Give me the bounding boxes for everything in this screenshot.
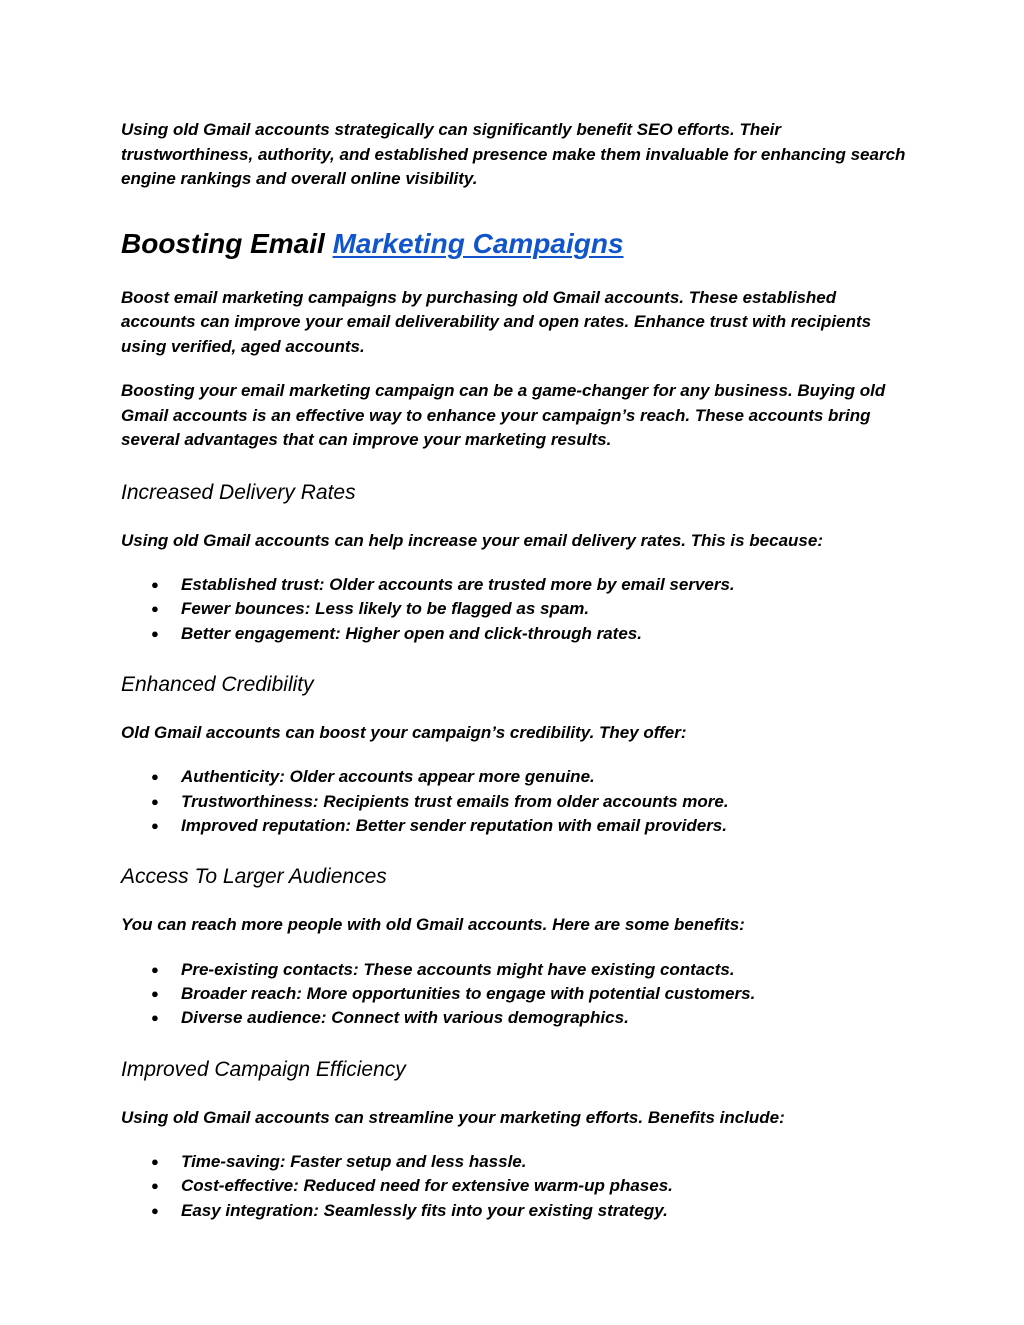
heading-text: Boosting Email xyxy=(121,227,333,259)
list-item-text: Diverse audience: Connect with various demographics. xyxy=(181,1008,629,1028)
list-item-text: Fewer bounces: Less likely to be flagged as spam. xyxy=(181,599,590,619)
list-item-text: Easy integration: Seamlessly fits into your existing strategy. xyxy=(181,1200,668,1220)
list-item xyxy=(121,622,911,646)
paragraph-2: Boosting your email marketing campaign can be a game-changer for any business. Buying old Gmail accounts is an effective way to enhance your campaign’s reach. These accounts bring several advantages that can improve your marketing results. xyxy=(121,381,886,449)
bullet-icon: ● xyxy=(151,817,159,833)
list-item-text: Established trust: Older accounts are trusted more by email servers. xyxy=(181,575,735,594)
bullet-icon: ● xyxy=(151,986,159,1002)
list-item xyxy=(121,597,911,621)
bullet-list xyxy=(121,573,911,646)
bullet-list xyxy=(121,765,911,838)
bullet-list xyxy=(121,1150,911,1223)
list-item-text: Better engagement: Higher open and click-through rates. xyxy=(181,623,642,643)
bullet-icon: ● xyxy=(151,601,159,617)
list-item xyxy=(121,1150,911,1174)
list-item-text: Trustworthiness: Recipients trust emails from older accounts more. xyxy=(181,791,729,811)
subheading-enhanced-credibility: Enhanced Credibility xyxy=(121,672,314,696)
list-item xyxy=(121,1174,911,1198)
subheading-increased-delivery-rates: Increased Delivery Rates xyxy=(121,480,356,504)
subheading-access-to-larger-audiences: Access To Larger Audiences xyxy=(121,865,387,889)
bullet-icon: ● xyxy=(151,1202,159,1218)
section-lead: You can reach more people with old Gmail accounts. Here are some benefits: xyxy=(121,915,745,935)
paragraph-1: Boost email marketing campaigns by purchasing old Gmail accounts. These established accounts can improve your email deliverability and open rates. Enhance trust with recipients using verified, aged accounts. xyxy=(121,287,872,356)
section-lead: Old Gmail accounts can boost your campaign’s credibility. They offer: xyxy=(121,722,687,742)
bullet-icon: ● xyxy=(151,1010,159,1026)
list-item xyxy=(121,958,911,982)
section-lead: Using old Gmail accounts can help increase your email delivery rates. This is because: xyxy=(121,530,823,550)
list-item xyxy=(121,814,911,838)
bullet-icon: ● xyxy=(151,1178,159,1194)
bullet-icon: ● xyxy=(151,625,159,641)
list-item xyxy=(121,573,911,597)
list-item-text: Authenticity: Older accounts appear more genuine. xyxy=(181,767,595,787)
marketing-campaigns-link[interactable]: Marketing Campaigns xyxy=(332,227,624,259)
document-page xyxy=(121,118,911,1223)
bullet-icon: ● xyxy=(151,1154,159,1170)
bullet-icon: ● xyxy=(151,793,159,809)
section-lead: Using old Gmail accounts can streamline your marketing efforts. Benefits include: xyxy=(121,1107,785,1127)
bullet-list xyxy=(121,958,911,1031)
bullet-icon: ● xyxy=(151,577,159,592)
list-item xyxy=(121,790,911,814)
list-item xyxy=(121,1199,911,1223)
list-item xyxy=(121,1006,911,1030)
list-item-text: Broader reach: More opportunities to engage with potential customers. xyxy=(181,984,756,1004)
list-item xyxy=(121,765,911,789)
section-heading xyxy=(121,227,911,261)
subheading-improved-campaign-efficiency: Improved Campaign Efficiency xyxy=(121,1057,406,1081)
list-item-text: Time-saving: Faster setup and less hassle. xyxy=(181,1152,527,1172)
bullet-icon: ● xyxy=(151,961,159,977)
list-item-text: Pre-existing contacts: These accounts might have existing contacts. xyxy=(181,959,735,979)
bullet-icon: ● xyxy=(151,769,159,785)
list-item-text: Improved reputation: Better sender reputation with email providers. xyxy=(181,815,727,835)
list-item xyxy=(121,982,911,1006)
intro-paragraph: Using old Gmail accounts strategically can significantly benefit SEO efforts. Their trustworthiness, authority, and established presence make them invaluable for enhancing search engine rankings and overall online visibility. xyxy=(121,120,906,188)
list-item-text: Cost-effective: Reduced need for extensive warm-up phases. xyxy=(181,1176,673,1196)
